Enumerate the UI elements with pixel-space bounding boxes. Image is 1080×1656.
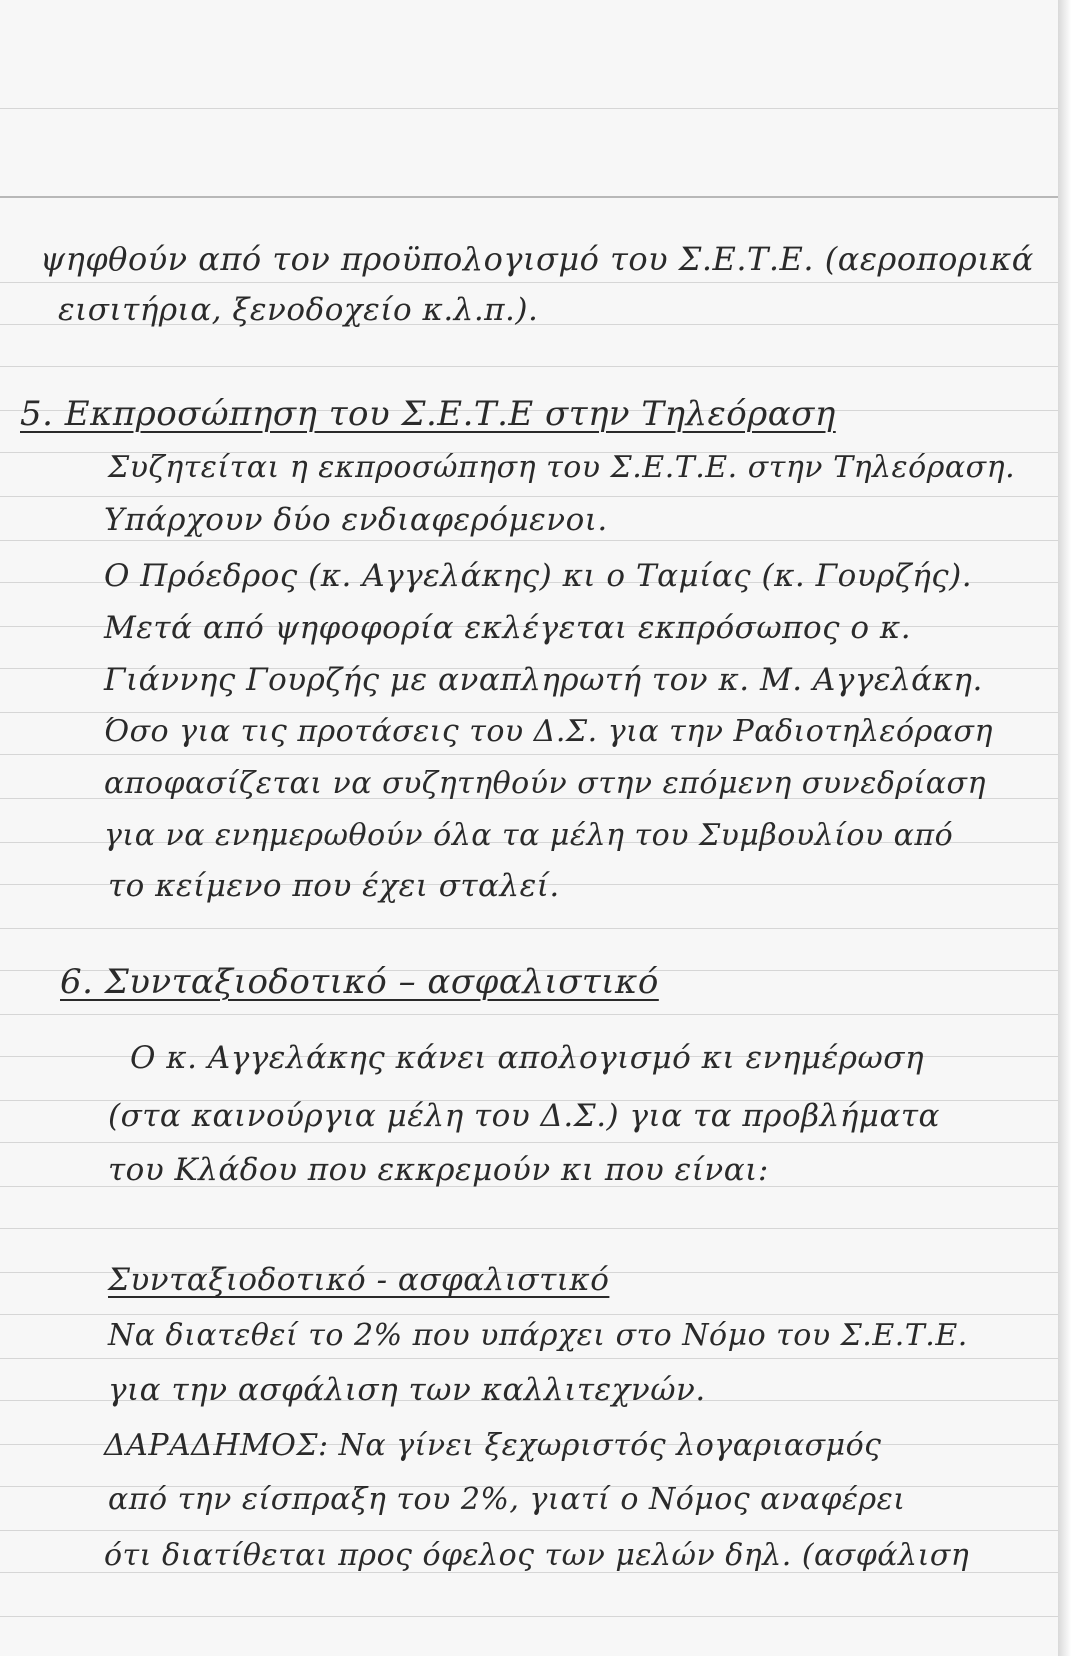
ruled-line xyxy=(0,712,1058,713)
text-line-15: (στα καινούργια μέλη του Δ.Σ.) για τα προβλήματα xyxy=(108,1098,940,1134)
ruled-line xyxy=(0,1314,1058,1315)
ruled-line xyxy=(0,196,1058,198)
text-line-14: Ο κ. Αγγελάκης κάνει απολογισμό κι ενημέρωση xyxy=(130,1040,925,1076)
text-line-12: το κείμενο που έχει σταλεί. xyxy=(108,868,560,904)
text-line-18: Να διατεθεί το 2% που υπάρχει στο Νόμο του Σ.Ε.Τ.Ε. xyxy=(108,1318,968,1353)
ruled-line xyxy=(0,1014,1058,1015)
ruled-line xyxy=(0,282,1058,283)
text-line-19: για την ασφάλιση των καλλιτεχνών. xyxy=(108,1372,706,1408)
text-line-7: Μετά από ψηφοφορία εκλέγεται εκπρόσωπος ο κ. xyxy=(104,610,912,646)
text-line-8: Γιάννης Γουρζής με αναπληρωτή τον κ. Μ. Αγγελάκη. xyxy=(104,662,983,698)
text-line-11: για να ενημερωθούν όλα τα μέλη του Συμβουλίου από xyxy=(104,818,954,853)
subheading-pension: Συνταξιοδοτικό - ασφαλιστικό xyxy=(108,1262,610,1298)
ruled-line xyxy=(0,1228,1058,1229)
text-line-9: Όσο για τις προτάσεις του Δ.Σ. για την Ραδιοτηλεόραση xyxy=(104,714,993,749)
ruled-line xyxy=(0,366,1058,367)
text-line-4: Συζητείται η εκπροσώπηση του Σ.Ε.Τ.Ε. στην Τηλεόραση. xyxy=(108,450,1016,485)
ruled-line xyxy=(0,1142,1058,1143)
ruled-line xyxy=(0,1616,1058,1617)
text-line-6: Ο Πρόεδρος (κ. Αγγελάκης) κι ο Ταμίας (κ. Γουρζής). xyxy=(104,558,973,594)
text-line-10: αποφασίζεται να συζητηθούν στην επόμενη συνεδρίαση xyxy=(104,766,987,801)
text-line-21: από την είσπραξη του 2%, γιατί ο Νόμος αναφέρει xyxy=(108,1482,906,1517)
text-line-16: του Κλάδου που εκκρεμούν κι που είναι: xyxy=(108,1152,769,1188)
ruled-line xyxy=(0,928,1058,929)
text-line-20: ΔΑΡΑΔΗΜΟΣ: Να γίνει ξεχωριστός λογαριασμός xyxy=(104,1428,882,1463)
section-5-heading: 5. Εκπροσώπηση του Σ.Ε.Τ.Ε στην Τηλεόραση xyxy=(20,394,836,434)
ruled-line xyxy=(0,1358,1058,1359)
ruled-line xyxy=(0,754,1058,755)
text-line-2: εισιτήρια, ξενοδοχείο κ.λ.π.). xyxy=(58,292,539,328)
section-6-heading: 6. Συνταξιοδοτικό – ασφαλιστικό xyxy=(60,962,659,1002)
ruled-line xyxy=(0,496,1058,497)
ruled-line xyxy=(0,108,1058,109)
text-line-5: Υπάρχουν δύο ενδιαφερόμενοι. xyxy=(104,502,608,538)
page-edge xyxy=(1058,0,1080,1656)
ruled-line xyxy=(0,540,1058,541)
ruled-line xyxy=(0,1530,1058,1531)
text-line-22: ότι διατίθεται προς όφελος των μελών δηλ. (ασφάλιση xyxy=(104,1538,970,1573)
text-line-1: ψηφθούν από τον προϋπολογισμό του Σ.Ε.Τ.Ε. (αεροπορικά xyxy=(40,240,1034,278)
